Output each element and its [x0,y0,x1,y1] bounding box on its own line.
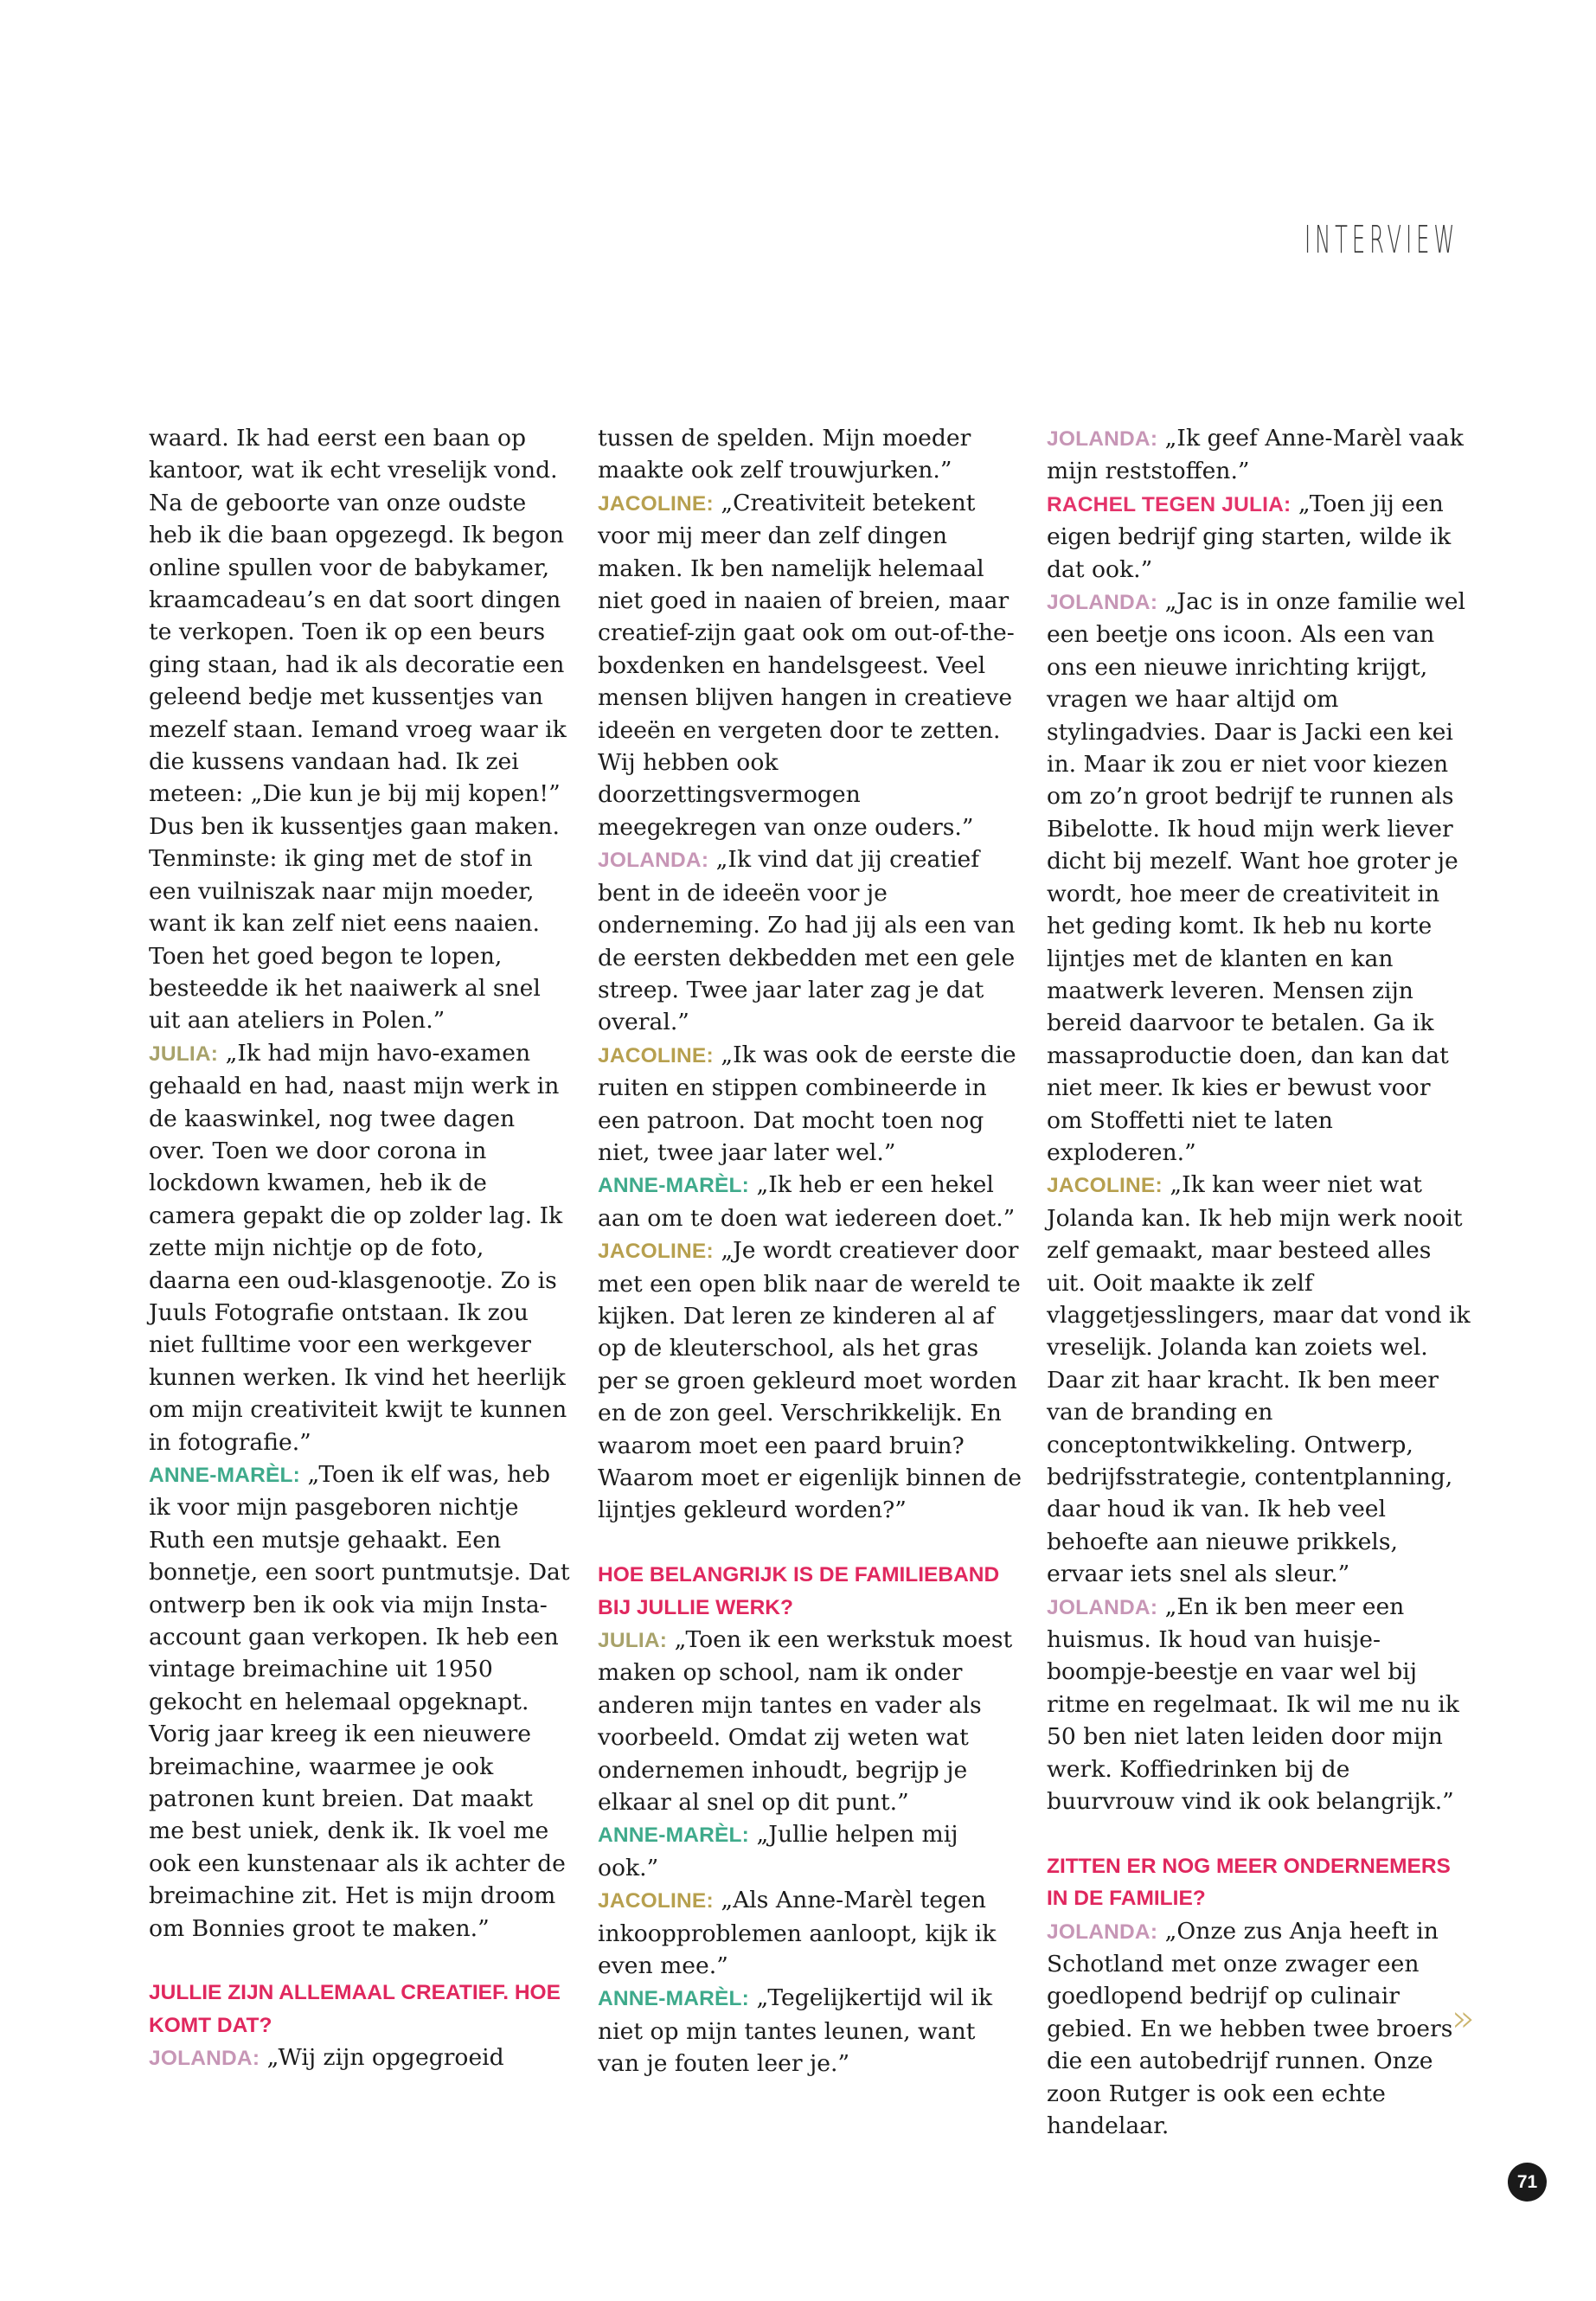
paragraph-text: „Ik was ook de eerste die ruiten en stippen combineerde in een patroon. Dat mocht toen nog niet, twee jaar later wel.” [598,1041,1016,1166]
interview-paragraph [598,1884,1022,1982]
speaker-name: ANNE-MARÈL: [598,1174,750,1198]
question-spacer [149,1945,573,1977]
speaker-name: JACOLINE: [1047,1174,1163,1198]
paragraph-text: „Ik geef Anne-Marèl vaak mijn reststoffen.” [1047,425,1464,485]
interview-paragraph [149,1037,573,1458]
speaker-name: ANNE-MARÈL: [149,1464,301,1487]
speaker-name: JOLANDA: [1047,591,1158,615]
paragraph-text: „Toen ik een werkstuk moest maken op school, nam ik onder anderen mijn tantes en vader als voorbeeld. Omdat zij weten wat ondernemen inhoudt, begrijp je elkaar al snel op dit punt.” [598,1626,1013,1817]
paragraph-text: „Ik heb er een hekel aan om te doen wat iedereen doet.” [598,1171,1016,1232]
paragraph-text: „Creativiteit betekent voor mij meer dan zelf dingen maken. Ik ben namelijk helemaal niet goed in naaien of breien, maar creatief-zijn gaat ook om out-of-the-boxdenken en handelsgeest. Veel mensen blijven hangen in creatieve ideeën en vergeten door te zetten. Wij hebben ook doorzettingsvermogen meegekregen van onze ouders.” [598,489,1015,841]
speaker-name: JACOLINE: [598,1043,714,1067]
paragraph-text: waard. Ik had eerst een baan op kantoor, wat ik echt vreselijk vond. Na de geboorte van onze oudste heb ik die baan opgezegd. Ik begon online spullen voor de babykamer, kraamcadeau’s en dat soort dingen te verkopen. Toen ik op een beurs ging staan, had ik als decoratie een geleend bedje met kussentjes van mezelf staan. Iemand vroeg waar ik die kussens vandaan had. Ik zei meteen: „Die kun je bij mij kopen!” Dus ben ik kussentjes gaan maken. Tenminste: ik ging met de stof in een vuilniszak naar mijn moeder, want ik kan zelf niet eens naaien. Toen het goed begon te lopen, besteedde ik het naaiwerk al snel uit aan ateliers in Polen.” [149,425,567,1035]
interview-paragraph [149,2041,573,2074]
paragraph-text: „Jullie helpen mij ook.” [598,1821,958,1881]
question-spacer [1047,1817,1471,1849]
paragraph-text: „Onze zus Anja heeft in Schotland met onze zwager een goedlopend bedrijf op culinair gebied. En we hebben twee broers die een autobedrijf runnen. Onze zoon Rutger is ook een echte handelaar. [1047,1917,1453,2140]
page-number: 71 [1508,2163,1547,2202]
interview-paragraph [598,1818,1022,1884]
interview-paragraph [1047,1591,1471,1818]
interview-paragraph [1047,586,1471,1169]
speaker-name: JACOLINE: [598,1240,714,1264]
speaker-name: ANNE-MARÈL: [598,1987,750,2011]
double-chevron-right-icon: » [1452,1997,1475,2041]
speaker-name: JULIA: [149,1042,219,1066]
question-spacer [598,1527,1022,1559]
paragraph-text: „Ik vind dat jij creatief bent in de ideeën voor je onderneming. Zo had jij als een van de eersten dekbedden met een gele streep. Twee jaar later zag je dat overal.” [598,846,1016,1036]
article-column-2 [598,422,1022,2080]
speaker-name: JOLANDA: [149,2047,260,2071]
speaker-name: ANNE-MARÈL: [598,1823,750,1848]
paragraph-text: „Tegelijkertijd wil ik niet op mijn tantes leunen, want van je fouten leer je.” [598,1984,993,2078]
paragraph-text: „Ik had mijn havo-examen gehaald en had, naast mijn werk in de kaaswinkel, nog twee dagen over. Toen we door corona in lockdown kwamen, heb ik de camera gepakt die op zolder lag. Ik zette mijn nichtje op de foto, daarna een oud-klasgenootje. Zo is Juuls Fotografie ontstaan. Ik zou niet fulltime voor een werkgever kunnen werken. Ik vind het heerlijk om mijn creativiteit kwijt te kunnen in fotografie.” [149,1039,567,1456]
interview-paragraph [598,487,1022,843]
interview-paragraph [1047,1169,1471,1590]
paragraph-text: „Jac is in onze familie wel een beetje ons icoon. Als een van ons een nieuwe inrichting krijgt, vragen we haar altijd om stylingadvies. Daar is Jacki een kei in. Maar ik zou er niet voor kiezen om zo’n groot bedrijf te runnen als Bibelotte. Ik houd mijn werk liever dicht bij mezelf. Want hoe groter je wordt, hoe meer de creativiteit in het geding komt. Ik heb nu korte lijntjes met de klanten en kan maatwerk leveren. Mensen zijn bereid daarvoor te betalen. Ga ik massaproductie doen, dan kan dat niet meer. Ik kies er bewust voor om Stoffetti niet te laten exploderen.” [1047,588,1465,1166]
interview-paragraph [149,1458,573,1945]
interview-paragraph [598,1039,1022,1170]
paragraph-text: tussen de spelden. Mijn moeder maakte ook zelf trouwjurken.” [598,425,971,484]
speaker-name: JACOLINE: [598,1889,714,1913]
interview-paragraph [598,1169,1022,1234]
speaker-name: JOLANDA: [1047,427,1158,451]
article-column-1 [149,422,573,2075]
interview-question: JULLIE ZIJN ALLEMAAL CREATIEF. HOE KOMT DAT? [149,1981,561,2037]
interview-paragraph [1047,1915,1471,2143]
interview-paragraph [598,843,1022,1038]
speaker-name: JOLANDA: [598,849,709,873]
paragraph-text: „Je wordt creatiever door met een open blik naar de wereld te kijken. Dat leren ze kinderen al af op de kleuterschool, als het gras per se groen gekleurd moet worden en de zon geel. Verschrikkelijk. En waarom moet een paard bruin? Waarom moet er eigenlijk binnen de lijntjes gekleurd worden?” [598,1237,1022,1524]
interview-question: HOE BELANGRIJK IS DE FAMILIEBAND BIJ JULLIE WERK? [598,1563,1000,1619]
interview-question: ZITTEN ER NOG MEER ONDERNEMERS IN DE FAMILIE? [1047,1854,1451,1911]
paragraph-text: „Ik kan weer niet wat Jolanda kan. Ik heb mijn werk nooit zelf gemaakt, maar besteed alles uit. Ooit maakte ik zelf vlaggetjesslingers, maar dat vond ik vreselijk. Jolanda kan zoiets wel. Daar zit haar kracht. Ik ben meer van de branding en conceptontwikkeling. Ontwerp, bedrijfsstrategie, contentplanning, daar houd ik van. Ik heb veel behoefte aan nieuwe prikkels, ervaar iets snel als sleur.” [1047,1171,1471,1588]
interview-paragraph [598,1982,1022,2080]
interview-paragraph [1047,488,1471,586]
interview-paragraph [598,422,1022,487]
speaker-name: JULIA: [598,1629,668,1653]
paragraph-text: „Als Anne-Marèl tegen inkoopproblemen aanloopt, kijk ik even mee.” [598,1887,997,1980]
interview-paragraph [149,422,573,1037]
article-column-3 [1047,422,1471,2143]
section-label: INTERVIEW [1304,218,1459,262]
paragraph-text: „Toen ik elf was, heb ik voor mijn pasgeboren nichtje Ruth een mutsje gehaakt. Een bonnetje, een soort puntmutsje. Dat ontwerp ben ik ook via mijn Insta-account gaan verkopen. Ik heb een vintage breimachine uit 1950 gekocht en helemaal opgeknapt. Vorig jaar kreeg ik een nieuwere breimachine, waarmee je ook patronen kunt breien. Dat maakt me best uniek, denk ik. Ik voel me ook een kunstenaar als ik achter de breimachine zit. Het is mijn droom om Bonnies groot te maken.” [149,1461,570,1942]
interview-paragraph [598,1234,1022,1527]
paragraph-text: „Toen jij een eigen bedrijf ging starten, wilde ik dat ook.” [1047,490,1452,583]
speaker-name: JOLANDA: [1047,1595,1158,1619]
speaker-name: JOLANDA: [1047,1920,1158,1944]
paragraph-text: „En ik ben meer een huismus. Ik houd van huisje-boompje-beestje en vaar wel bij ritme en regelmaat. Ik wil me nu ik 50 ben niet laten leiden door mijn werk. Koffiedrinken bij de buurvrouw vind ik ook belangrijk.” [1047,1593,1459,1816]
speaker-name: JACOLINE: [598,491,714,516]
interview-paragraph [1047,422,1471,488]
interview-paragraph [598,1624,1022,1818]
paragraph-text: „Wij zijn opgegroeid [266,2044,504,2072]
speaker-name: RACHEL TEGEN JULIA: [1047,492,1292,516]
